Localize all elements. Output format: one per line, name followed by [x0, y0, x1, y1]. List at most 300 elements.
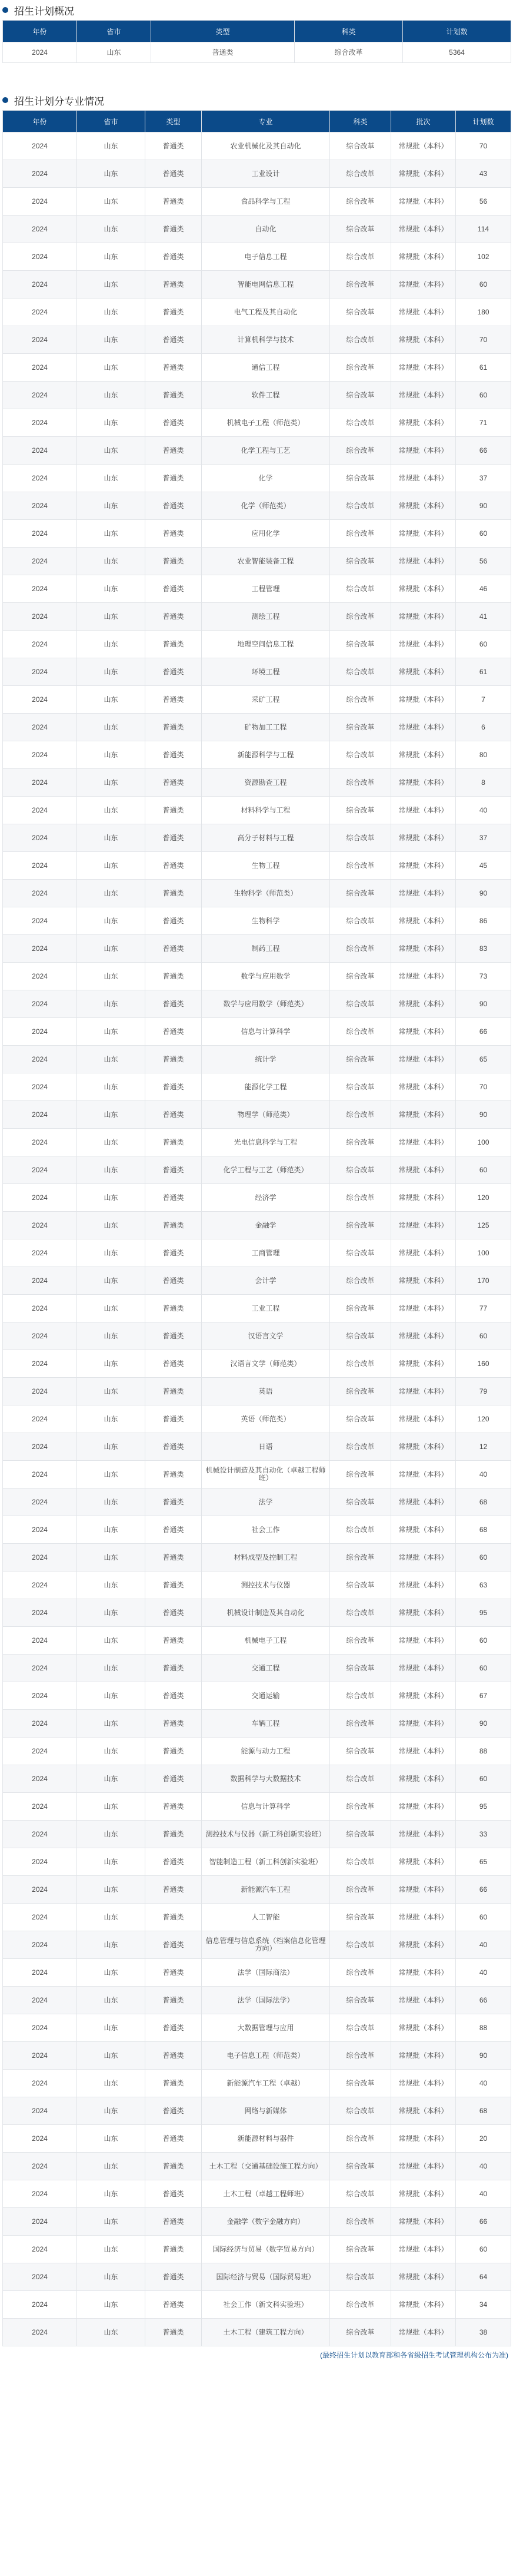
cell-batch: 常规批（本科）	[391, 935, 456, 963]
cell-plan-count: 70	[456, 132, 511, 160]
cell-province: 山东	[77, 271, 145, 299]
cell-type: 普通类	[145, 326, 202, 354]
cell-province: 山东	[77, 935, 145, 963]
col-header-province: 省市	[77, 21, 151, 42]
cell-major: 机械设计制造及其自动化	[202, 1599, 330, 1627]
cell-plan-count: 37	[456, 824, 511, 852]
cell-batch: 常规批（本科）	[391, 1516, 456, 1544]
cell-year: 2024	[3, 797, 77, 824]
cell-major: 土木工程（建筑工程方向）	[202, 2319, 330, 2346]
cell-plan-count: 40	[456, 2180, 511, 2208]
majors-table	[2, 110, 511, 2346]
cell-province: 山东	[77, 1572, 145, 1599]
cell-major: 新能源汽车工程（卓越）	[202, 2070, 330, 2097]
cell-province: 山东	[77, 2263, 145, 2291]
cell-type: 普通类	[145, 2263, 202, 2291]
cell-category: 综合改革	[330, 2319, 391, 2346]
table-row	[3, 1239, 511, 1267]
cell-category: 综合改革	[330, 1655, 391, 1682]
cell-batch: 常规批（本科）	[391, 271, 456, 299]
cell-plan-count: 38	[456, 2319, 511, 2346]
cell-category: 综合改革	[330, 1405, 391, 1433]
cell-plan-count: 33	[456, 1821, 511, 1848]
majors-header-row	[3, 111, 511, 132]
cell-category: 综合改革	[330, 1765, 391, 1793]
cell-category: 综合改革	[330, 1599, 391, 1627]
cell-category: 综合改革	[330, 1959, 391, 1987]
table-row	[3, 1046, 511, 1073]
cell-category: 综合改革	[330, 852, 391, 880]
cell-major: 法学（国际法学）	[202, 1987, 330, 2014]
cell-batch: 常规批（本科）	[391, 1738, 456, 1765]
cell-year: 2024	[3, 935, 77, 963]
cell-year: 2024	[3, 271, 77, 299]
cell-province: 山东	[77, 852, 145, 880]
cell-major: 大数据管理与应用	[202, 2014, 330, 2042]
cell-province: 山东	[77, 797, 145, 824]
cell-year: 2024	[3, 1046, 77, 1073]
cell-category: 综合改革	[330, 769, 391, 797]
cell-category: 综合改革	[330, 1793, 391, 1821]
cell-year: 2024	[3, 465, 77, 492]
cell-plan-count: 60	[456, 1627, 511, 1655]
cell-province: 山东	[77, 188, 145, 216]
cell-category: 综合改革	[330, 548, 391, 575]
cell-type: 普通类	[145, 1627, 202, 1655]
cell-year: 2024	[3, 1073, 77, 1101]
cell-batch: 常规批（本科）	[391, 2070, 456, 2097]
cell-year: 2024	[3, 2125, 77, 2153]
cell-batch: 常规批（本科）	[391, 1931, 456, 1959]
cell-category: 综合改革	[330, 935, 391, 963]
cell-major: 数学与应用数学	[202, 963, 330, 990]
cell-major: 采矿工程	[202, 686, 330, 714]
cell-batch: 常规批（本科）	[391, 1876, 456, 1904]
cell-type: 普通类	[145, 409, 202, 437]
cell-major: 生物工程	[202, 852, 330, 880]
cell-batch: 常规批（本科）	[391, 1156, 456, 1184]
cell-plan-count: 79	[456, 1378, 511, 1405]
cell-type: 普通类	[145, 2097, 202, 2125]
cell-province: 山东	[77, 2180, 145, 2208]
cell-plan-count: 43	[456, 160, 511, 188]
cell-batch: 常规批（本科）	[391, 575, 456, 603]
cell-batch: 常规批（本科）	[391, 132, 456, 160]
cell-major: 法学（国际商法）	[202, 1959, 330, 1987]
cell-plan-count: 12	[456, 1433, 511, 1461]
cell-major: 交通工程	[202, 1655, 330, 1682]
cell-province: 山东	[77, 1821, 145, 1848]
cell-category: 综合改革	[330, 1461, 391, 1488]
cell-province: 山东	[77, 354, 145, 382]
cell-province: 山东	[77, 658, 145, 686]
cell-plan-count: 37	[456, 465, 511, 492]
cell-major: 金融学	[202, 1212, 330, 1239]
cell-category: 综合改革	[330, 132, 391, 160]
cell-year: 2024	[3, 243, 77, 271]
cell-category: 综合改革	[330, 271, 391, 299]
cell-type: 普通类	[145, 243, 202, 271]
table-row	[3, 271, 511, 299]
cell-category: 综合改革	[330, 1018, 391, 1046]
table-row	[3, 354, 511, 382]
cell-major: 农业智能装备工程	[202, 548, 330, 575]
cell-batch: 常规批（本科）	[391, 2125, 456, 2153]
cell-major: 资源勘查工程	[202, 769, 330, 797]
cell-major: 应用化学	[202, 520, 330, 548]
cell-major: 食品科学与工程	[202, 188, 330, 216]
table-row	[3, 1405, 511, 1433]
cell-plan-count: 80	[456, 741, 511, 769]
cell-batch: 常规批（本科）	[391, 1295, 456, 1322]
cell-category: 综合改革	[330, 409, 391, 437]
cell-batch: 常规批（本科）	[391, 1793, 456, 1821]
cell-batch: 常规批（本科）	[391, 631, 456, 658]
cell-category: 综合改革	[330, 1738, 391, 1765]
cell-year: 2024	[3, 1599, 77, 1627]
table-row	[3, 658, 511, 686]
cell-type: 普通类	[145, 1018, 202, 1046]
cell-batch: 常规批（本科）	[391, 2263, 456, 2291]
cell-year: 2024	[3, 1405, 77, 1433]
cell-plan-count: 90	[456, 1101, 511, 1129]
cell-year: 2024	[3, 2208, 77, 2236]
cell-category: 综合改革	[330, 1433, 391, 1461]
cell-year: 2024	[3, 1156, 77, 1184]
cell-major: 环境工程	[202, 658, 330, 686]
cell-batch: 常规批（本科）	[391, 548, 456, 575]
cell-major: 材料科学与工程	[202, 797, 330, 824]
cell-major: 交通运输	[202, 1682, 330, 1710]
table-row	[3, 1516, 511, 1544]
cell-province: 山东	[77, 299, 145, 326]
cell-year: 2024	[3, 2291, 77, 2319]
cell-plan-count: 60	[456, 382, 511, 409]
cell-type: 普通类	[145, 2208, 202, 2236]
table-row	[3, 1627, 511, 1655]
table-row	[3, 631, 511, 658]
table-row	[3, 2153, 511, 2180]
cell-major: 会计学	[202, 1267, 330, 1295]
cell-type: 普通类	[145, 1212, 202, 1239]
cell-type: 普通类	[145, 1378, 202, 1405]
cell-year: 2024	[3, 1184, 77, 1212]
table-row	[3, 1599, 511, 1627]
cell-type: 普通类	[145, 907, 202, 935]
overview-table	[2, 20, 511, 63]
cell-category: 综合改革	[330, 1876, 391, 1904]
table-row	[3, 216, 511, 243]
cell-major: 矿物加工工程	[202, 714, 330, 741]
table-row	[3, 2263, 511, 2291]
cell-category: 综合改革	[330, 1073, 391, 1101]
cell-type: 普通类	[145, 603, 202, 631]
cell-year: 2024	[3, 1295, 77, 1322]
cell-type: 普通类	[145, 1488, 202, 1516]
cell-category: 综合改革	[330, 216, 391, 243]
cell-batch: 常规批（本科）	[391, 852, 456, 880]
col-header-plan-count: 计划数	[456, 111, 511, 132]
cell-province: 山东	[77, 1101, 145, 1129]
cell-category: 综合改革	[330, 299, 391, 326]
cell-type: 普通类	[145, 1876, 202, 1904]
cell-plan-count: 66	[456, 437, 511, 465]
cell-type: 普通类	[145, 1987, 202, 2014]
cell-plan-count: 83	[456, 935, 511, 963]
cell-major: 化学	[202, 465, 330, 492]
cell-batch: 常规批（本科）	[391, 1322, 456, 1350]
cell-plan-count: 61	[456, 354, 511, 382]
cell-type: 普通类	[145, 1461, 202, 1488]
cell-batch: 常规批（本科）	[391, 1129, 456, 1156]
cell-year: 2024	[3, 520, 77, 548]
cell-category: 综合改革	[330, 520, 391, 548]
cell-batch: 常规批（本科）	[391, 2319, 456, 2346]
cell-category: 综合改革	[330, 326, 391, 354]
cell-type: 普通类	[145, 1765, 202, 1793]
cell-province: 山东	[77, 465, 145, 492]
bullet-icon	[2, 7, 8, 13]
cell-batch: 常规批（本科）	[391, 243, 456, 271]
cell-category: 综合改革	[330, 714, 391, 741]
cell-major: 电气工程及其自动化	[202, 299, 330, 326]
cell-batch: 常规批（本科）	[391, 1018, 456, 1046]
cell-year: 2024	[3, 382, 77, 409]
table-row	[3, 1572, 511, 1599]
cell-batch: 常规批（本科）	[391, 1433, 456, 1461]
cell-year: 2024	[3, 769, 77, 797]
cell-plan-count: 65	[456, 1848, 511, 1876]
table-row	[3, 935, 511, 963]
cell-category: 综合改革	[330, 2180, 391, 2208]
cell-type: 普通类	[151, 42, 295, 63]
cell-major: 化学（师范类）	[202, 492, 330, 520]
cell-batch: 常规批（本科）	[391, 1572, 456, 1599]
cell-province: 山东	[77, 2070, 145, 2097]
cell-province: 山东	[77, 243, 145, 271]
bullet-icon	[2, 97, 8, 103]
cell-major: 英语	[202, 1378, 330, 1405]
cell-batch: 常规批（本科）	[391, 2291, 456, 2319]
cell-province: 山东	[77, 1627, 145, 1655]
cell-category: 综合改革	[330, 1267, 391, 1295]
cell-category: 综合改革	[330, 1544, 391, 1572]
cell-province: 山东	[77, 2208, 145, 2236]
cell-plan-count: 60	[456, 271, 511, 299]
cell-plan-count: 65	[456, 1046, 511, 1073]
cell-major: 电子信息工程	[202, 243, 330, 271]
cell-major: 电子信息工程（师范类）	[202, 2042, 330, 2070]
cell-major: 汉语言文学（师范类）	[202, 1350, 330, 1378]
table-row	[3, 880, 511, 907]
cell-type: 普通类	[145, 714, 202, 741]
cell-year: 2024	[3, 132, 77, 160]
cell-major: 数学与应用数学（师范类）	[202, 990, 330, 1018]
cell-type: 普通类	[145, 1184, 202, 1212]
cell-year: 2024	[3, 1765, 77, 1793]
cell-plan-count: 60	[456, 1904, 511, 1931]
cell-type: 普通类	[145, 271, 202, 299]
cell-type: 普通类	[145, 575, 202, 603]
cell-batch: 常规批（本科）	[391, 1267, 456, 1295]
cell-category: 综合改革	[330, 437, 391, 465]
cell-plan-count: 64	[456, 2263, 511, 2291]
cell-plan-count: 86	[456, 907, 511, 935]
cell-province: 山东	[77, 1904, 145, 1931]
cell-major: 计算机科学与技术	[202, 326, 330, 354]
cell-category: 综合改革	[330, 354, 391, 382]
cell-year: 2024	[3, 548, 77, 575]
cell-plan-count: 40	[456, 1959, 511, 1987]
cell-category: 综合改革	[330, 907, 391, 935]
cell-plan-count: 8	[456, 769, 511, 797]
cell-category: 综合改革	[330, 963, 391, 990]
cell-plan-count: 40	[456, 1931, 511, 1959]
cell-province: 山东	[77, 2014, 145, 2042]
table-row	[3, 1987, 511, 2014]
cell-batch: 常规批（本科）	[391, 216, 456, 243]
col-header-category: 科类	[330, 111, 391, 132]
cell-province: 山东	[77, 1239, 145, 1267]
cell-batch: 常规批（本科）	[391, 437, 456, 465]
cell-plan-count: 60	[456, 1655, 511, 1682]
table-row	[3, 1184, 511, 1212]
cell-major: 车辆工程	[202, 1710, 330, 1738]
cell-plan-count: 60	[456, 2236, 511, 2263]
cell-type: 普通类	[145, 299, 202, 326]
cell-type: 普通类	[145, 1322, 202, 1350]
cell-province: 山东	[77, 1599, 145, 1627]
cell-plan-count: 70	[456, 1073, 511, 1101]
cell-type: 普通类	[145, 2153, 202, 2180]
cell-category: 综合改革	[330, 1212, 391, 1239]
cell-major: 测控技术与仪器	[202, 1572, 330, 1599]
cell-year: 2024	[3, 1904, 77, 1931]
cell-plan-count: 40	[456, 797, 511, 824]
cell-province: 山东	[77, 1516, 145, 1544]
overview-row	[3, 42, 511, 63]
cell-major: 机械电子工程（师范类）	[202, 409, 330, 437]
table-row	[3, 492, 511, 520]
table-row	[3, 1848, 511, 1876]
table-row	[3, 2180, 511, 2208]
cell-category: 综合改革	[330, 2070, 391, 2097]
cell-batch: 常规批（本科）	[391, 299, 456, 326]
cell-major: 能源化学工程	[202, 1073, 330, 1101]
cell-year: 2024	[3, 437, 77, 465]
table-row	[3, 1821, 511, 1848]
cell-province: 山东	[77, 1378, 145, 1405]
cell-category: 综合改革	[330, 2236, 391, 2263]
cell-province: 山东	[77, 741, 145, 769]
cell-batch: 常规批（本科）	[391, 354, 456, 382]
table-row	[3, 1488, 511, 1516]
cell-year: 2024	[3, 2070, 77, 2097]
cell-type: 普通类	[145, 437, 202, 465]
cell-province: 山东	[77, 575, 145, 603]
cell-batch: 常规批（本科）	[391, 1350, 456, 1378]
cell-major: 工程管理	[202, 575, 330, 603]
cell-province: 山东	[77, 382, 145, 409]
cell-province: 山东	[77, 990, 145, 1018]
cell-plan-count: 68	[456, 1488, 511, 1516]
table-row	[3, 1544, 511, 1572]
cell-type: 普通类	[145, 880, 202, 907]
cell-year: 2024	[3, 1018, 77, 1046]
cell-category: 综合改革	[330, 492, 391, 520]
cell-major: 统计学	[202, 1046, 330, 1073]
cell-province: 山东	[77, 437, 145, 465]
cell-category: 综合改革	[330, 1627, 391, 1655]
cell-batch: 常规批（本科）	[391, 1184, 456, 1212]
cell-year: 2024	[3, 1710, 77, 1738]
cell-major: 新能源汽车工程	[202, 1876, 330, 1904]
cell-province: 山东	[77, 492, 145, 520]
cell-category: 综合改革	[330, 603, 391, 631]
cell-batch: 常规批（本科）	[391, 1461, 456, 1488]
cell-type: 普通类	[145, 1433, 202, 1461]
cell-major: 通信工程	[202, 354, 330, 382]
cell-year: 2024	[3, 1544, 77, 1572]
cell-batch: 常规批（本科）	[391, 1488, 456, 1516]
table-row	[3, 1073, 511, 1101]
cell-year: 2024	[3, 1239, 77, 1267]
cell-plan-count: 61	[456, 658, 511, 686]
cell-plan-count: 41	[456, 603, 511, 631]
cell-batch: 常规批（本科）	[391, 1599, 456, 1627]
cell-province: 山东	[77, 1959, 145, 1987]
cell-category: 综合改革	[330, 1295, 391, 1322]
cell-year: 2024	[3, 990, 77, 1018]
cell-type: 普通类	[145, 1599, 202, 1627]
cell-type: 普通类	[145, 382, 202, 409]
table-row	[3, 299, 511, 326]
cell-year: 2024	[3, 216, 77, 243]
cell-batch: 常规批（本科）	[391, 465, 456, 492]
table-row	[3, 990, 511, 1018]
cell-province: 山东	[77, 1184, 145, 1212]
cell-batch: 常规批（本科）	[391, 1212, 456, 1239]
cell-type: 普通类	[145, 741, 202, 769]
cell-category: 综合改革	[330, 1239, 391, 1267]
cell-province: 山东	[77, 1544, 145, 1572]
cell-category: 综合改革	[330, 1322, 391, 1350]
cell-plan-count: 66	[456, 1018, 511, 1046]
cell-year: 2024	[3, 1655, 77, 1682]
table-row	[3, 326, 511, 354]
cell-major: 新能源材料与器件	[202, 2125, 330, 2153]
cell-year: 2024	[3, 2014, 77, 2042]
cell-type: 普通类	[145, 1710, 202, 1738]
cell-category: 综合改革	[330, 1516, 391, 1544]
cell-batch: 常规批（本科）	[391, 1959, 456, 1987]
cell-type: 普通类	[145, 520, 202, 548]
cell-category: 综合改革	[330, 2042, 391, 2070]
cell-plan-count: 120	[456, 1184, 511, 1212]
cell-batch: 常规批（本科）	[391, 1821, 456, 1848]
cell-batch: 常规批（本科）	[391, 1987, 456, 2014]
cell-plan-count: 95	[456, 1599, 511, 1627]
cell-major: 信息与计算科学	[202, 1018, 330, 1046]
cell-year: 2024	[3, 2319, 77, 2346]
cell-major: 物理学（师范类）	[202, 1101, 330, 1129]
table-row	[3, 2070, 511, 2097]
table-row	[3, 852, 511, 880]
cell-year: 2024	[3, 631, 77, 658]
cell-major: 生物科学（师范类）	[202, 880, 330, 907]
cell-year: 2024	[3, 2097, 77, 2125]
cell-type: 普通类	[145, 465, 202, 492]
